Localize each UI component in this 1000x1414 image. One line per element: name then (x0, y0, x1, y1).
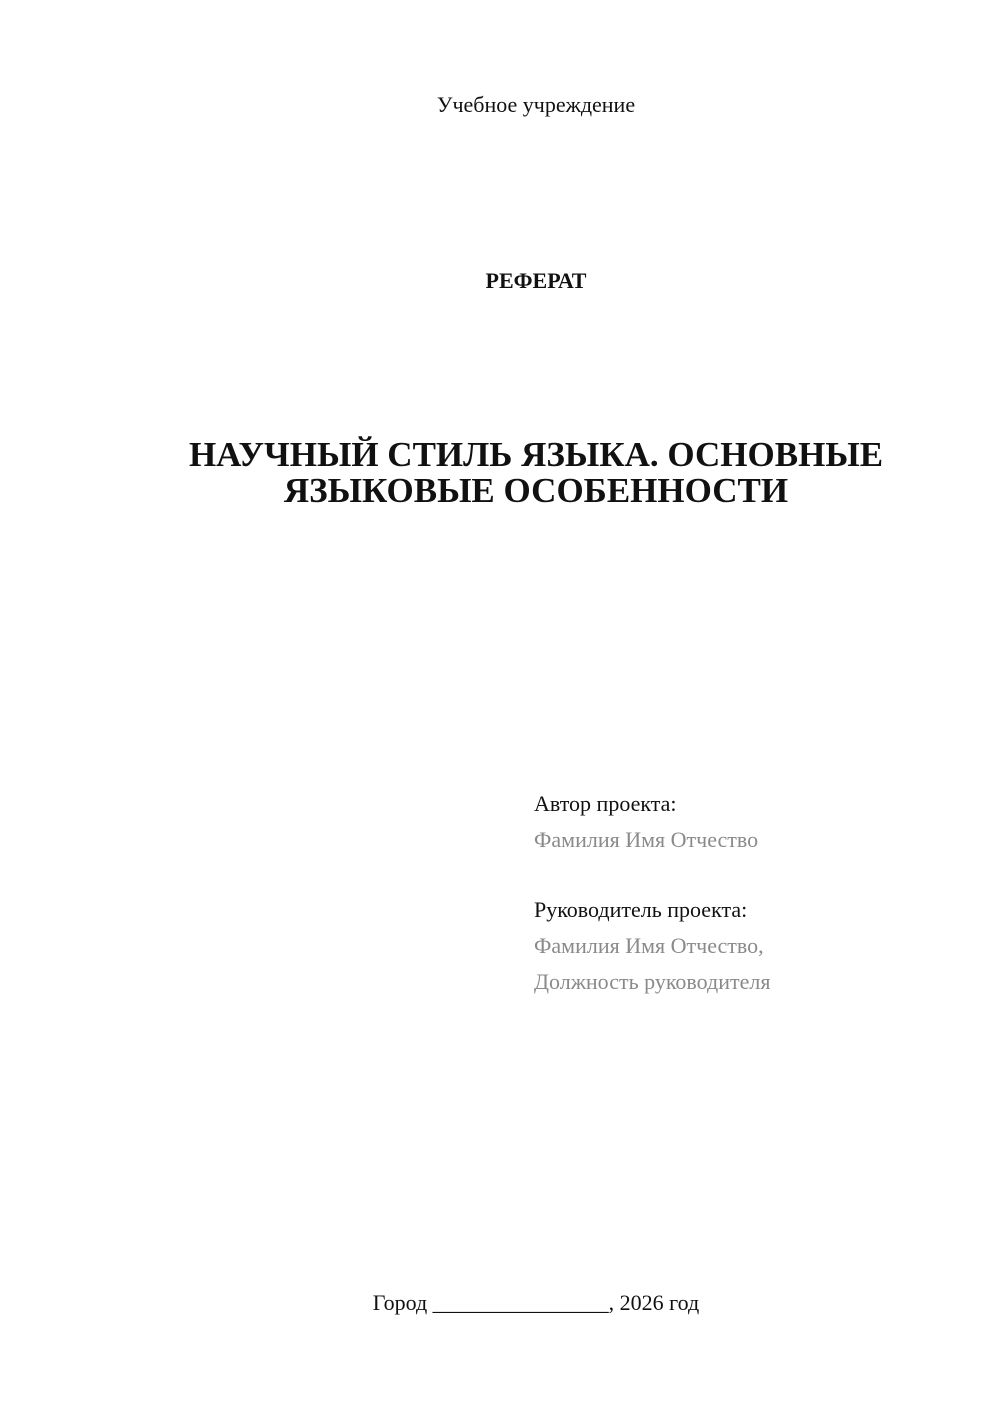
author-name: Фамилия Имя Отчество (534, 827, 759, 852)
document-type-label: РЕФЕРАТ (485, 268, 587, 293)
institution-name: Учебное учреждение (436, 92, 636, 117)
supervisor-label: Руководитель проекта: (534, 897, 748, 922)
document-title-line-2: ЯЗЫКОВЫЕ ОСОБЕННОСТИ (283, 471, 789, 510)
supervisor-position: Должность руководителя (534, 969, 771, 994)
city-year-line: Город ________________, 2026 год (372, 1290, 700, 1315)
credits-block (534, 786, 974, 1000)
credits-spacer (534, 858, 974, 892)
supervisor-name: Фамилия Имя Отчество, (534, 933, 764, 958)
document-title (100, 437, 972, 509)
document-title-line-1: НАУЧНЫЙ СТИЛЬ ЯЗЫКА. ОСНОВНЫЕ (188, 435, 884, 474)
author-label: Автор проекта: (534, 791, 677, 816)
